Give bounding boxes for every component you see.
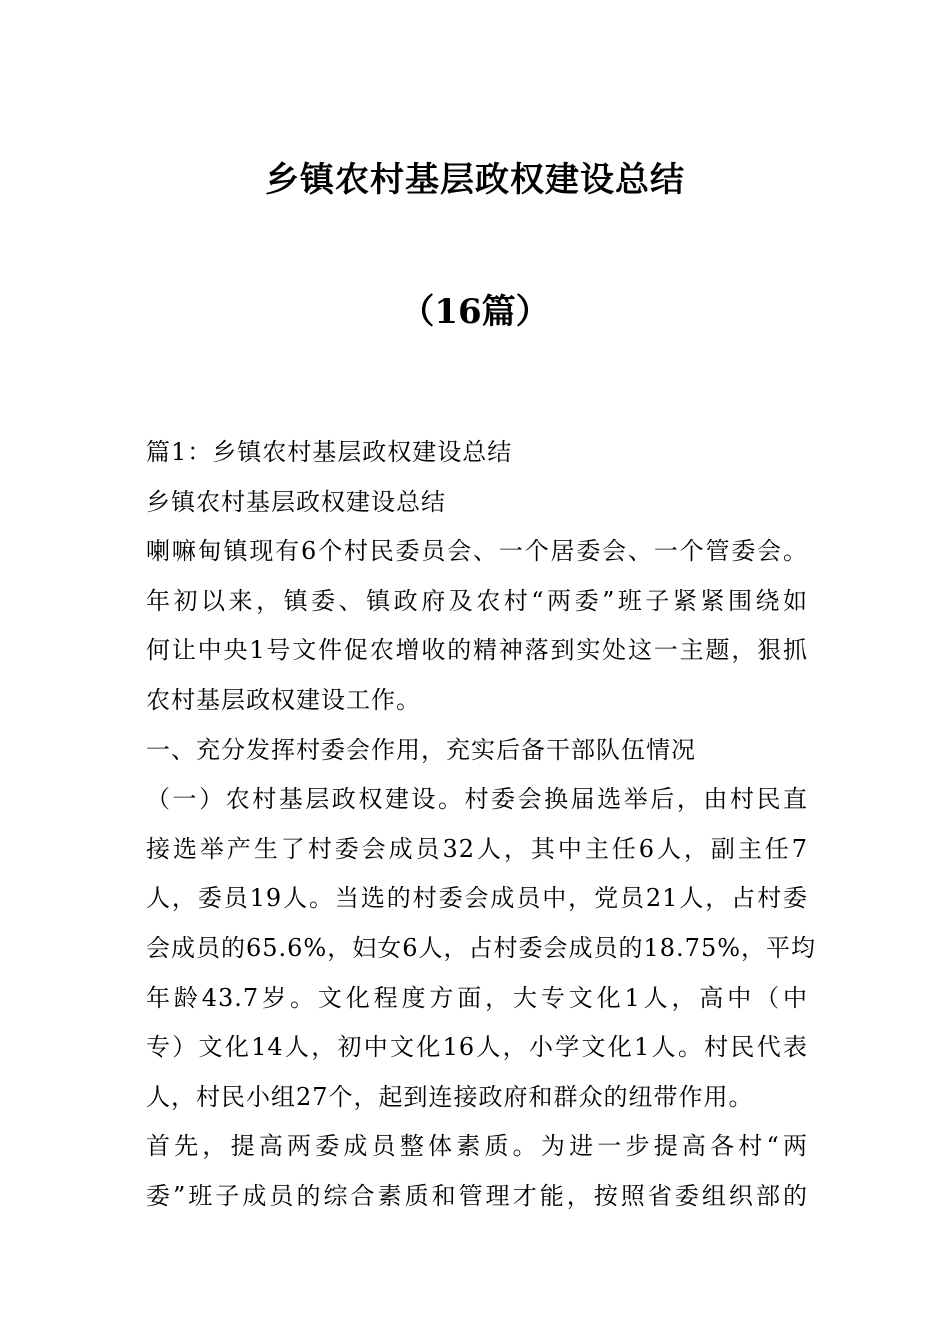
paragraph-line: 何让中央1号文件促农增收的精神落到实处这一主题，狠抓	[146, 636, 808, 665]
section-heading: 一、充分发挥村委会作用，充实后备干部队伍情况	[146, 735, 696, 764]
section-heading: 篇1：乡镇农村基层政权建设总结	[146, 438, 513, 466]
document-title: 乡镇农村基层政权建设总结	[265, 160, 685, 200]
paragraph-line: 年龄43.7岁。文化程度方面，大专文化1人，高中（中	[146, 983, 808, 1012]
paragraph-line: 年初以来，镇委、镇政府及农村“两委”班子紧紧围绕如	[146, 586, 808, 615]
paragraph-line: （一）农村基层政权建设。村委会换届选举后，由村民直	[146, 785, 808, 814]
article-title: 乡镇农村基层政权建设总结	[146, 487, 446, 516]
paragraph-line: 委”班子成员的综合素质和管理才能，按照省委组织部的	[146, 1181, 808, 1210]
paragraph-line: 农村基层政权建设工作。	[146, 685, 421, 714]
paragraph-line: 喇嘛甸镇现有6个村民委员会、一个居委会、一个管委会。	[146, 537, 808, 566]
document-subtitle: （16篇）	[400, 292, 550, 332]
document-body	[146, 428, 817, 1222]
paragraph-line: 人，村民小组27个，起到连接政府和群众的纽带作用。	[146, 1082, 754, 1111]
paragraph-line: 专）文化14人，初中文化16人，小学文化1人。村民代表	[146, 1033, 808, 1062]
paragraph-line: 首先，提高两委成员整体素质。为进一步提高各村“两	[146, 1132, 808, 1161]
paragraph-line: 人，委员19人。当选的村委会成员中，党员21人，占村委	[146, 884, 808, 913]
paragraph-line: 接选举产生了村委会成员32人，其中主任6人，副主任7	[146, 834, 808, 863]
paragraph-line: 会成员的65.6%，妇女6人，占村委会成员的18.75%，平均	[146, 933, 817, 962]
